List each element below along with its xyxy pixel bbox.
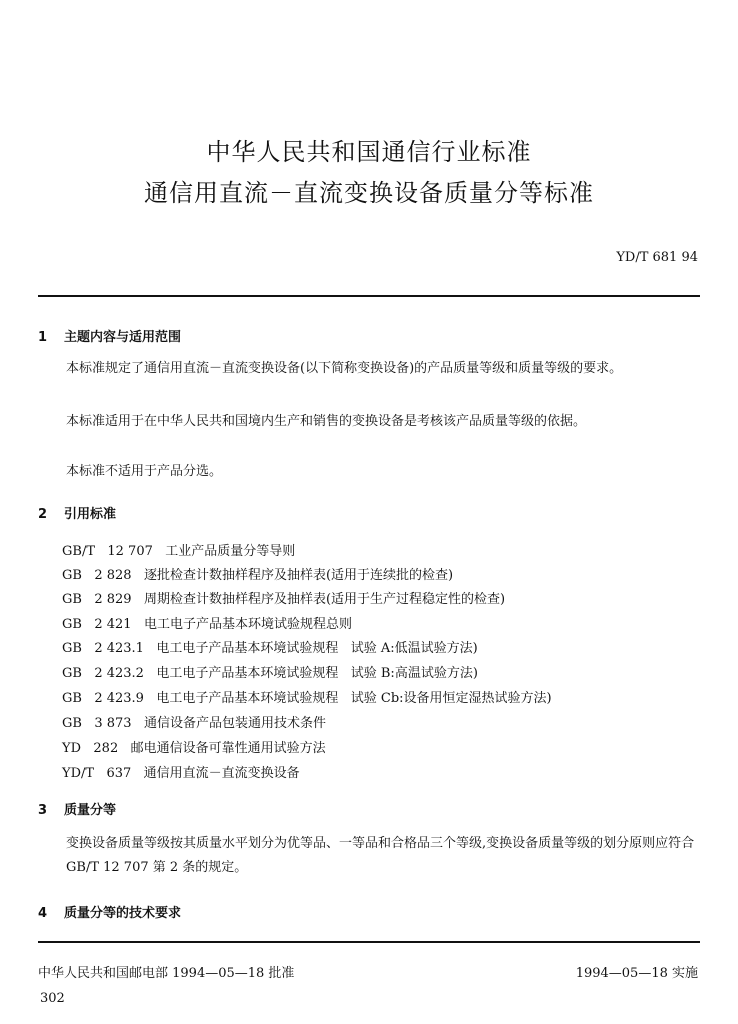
section-1-paragraph-1 — [38, 357, 700, 381]
issuing-authority: 中华人民共和国邮电部 1994—05—18 批准 — [38, 966, 295, 981]
section-1-paragraph-1-text: 本标准规定了通信用直流－直流变换设备(以下简称变换设备)的产品质量等级和质量等级的要求。 — [66, 361, 623, 376]
section-3-title: 质量分等 — [64, 803, 117, 818]
standard-number: YD/T 681 94 — [616, 250, 698, 265]
section-3-paragraph-1-text: 变换设备质量等级按其质量水平划分为优等品、一等品和合格品三个等级,变换设备质量等级的划分原则应符合 GB/T 12 707 第 2 条的规定。 — [66, 836, 695, 875]
effective-date: 1994—05—18 实施 — [575, 966, 698, 981]
reference-item: YD 282 邮电通信设备可靠性通用试验方法 — [62, 741, 326, 756]
reference-item: YD/T 637 通信用直流－直流变换设备 — [62, 766, 300, 781]
section-2-heading — [38, 503, 116, 522]
reference-item: GB 2 421 电工电子产品基本环境试验规程总则 — [62, 617, 352, 632]
header-divider — [38, 295, 700, 297]
section-4-number: 4 — [38, 906, 48, 921]
section-1-paragraph-3-text: 本标准不适用于产品分选。 — [66, 464, 223, 479]
reference-item: GB 2 423.9 电工电子产品基本环境试验规程 试验 Cb:设备用恒定湿热试验方法) — [62, 691, 552, 706]
page-number: 302 — [40, 991, 65, 1006]
section-2-title: 引用标准 — [64, 507, 117, 522]
section-1-heading — [38, 326, 181, 345]
reference-item: GB 2 423.2 电工电子产品基本环境试验规程 试验 B:高温试验方法) — [62, 666, 478, 681]
section-1-title: 主题内容与适用范围 — [64, 330, 182, 345]
section-1-paragraph-2-text: 本标准适用于在中华人民共和国境内生产和销售的变换设备是考核该产品质量等级的依据。 — [66, 414, 587, 429]
section-1-paragraph-2 — [38, 410, 700, 434]
document-title-line2: 通信用直流－直流变换设备质量分等标准 — [144, 179, 594, 207]
reference-item: GB 2 828 逐批检查计数抽样程序及抽样表(适用于连续批的检查) — [62, 568, 454, 583]
section-3-paragraph-1 — [38, 832, 700, 880]
section-4-title: 质量分等的技术要求 — [64, 906, 182, 921]
section-3-number: 3 — [38, 803, 48, 818]
reference-item: GB 3 873 通信设备产品包装通用技术条件 — [62, 716, 326, 731]
section-3-heading — [38, 799, 116, 818]
reference-item: GB 2 423.1 电工电子产品基本环境试验规程 试验 A:低温试验方法) — [62, 641, 478, 656]
document-title-line1: 中华人民共和国通信行业标准 — [206, 138, 532, 166]
reference-item: GB/T 12 707 工业产品质量分等导则 — [62, 544, 296, 559]
reference-item: GB 2 829 周期检查计数抽样程序及抽样表(适用于生产过程稳定性的检查) — [62, 592, 506, 607]
section-4-heading — [38, 902, 181, 921]
section-1-number: 1 — [38, 330, 48, 345]
section-2-number: 2 — [38, 507, 48, 522]
section-1-paragraph-3 — [38, 460, 700, 484]
footer-divider — [38, 941, 700, 943]
